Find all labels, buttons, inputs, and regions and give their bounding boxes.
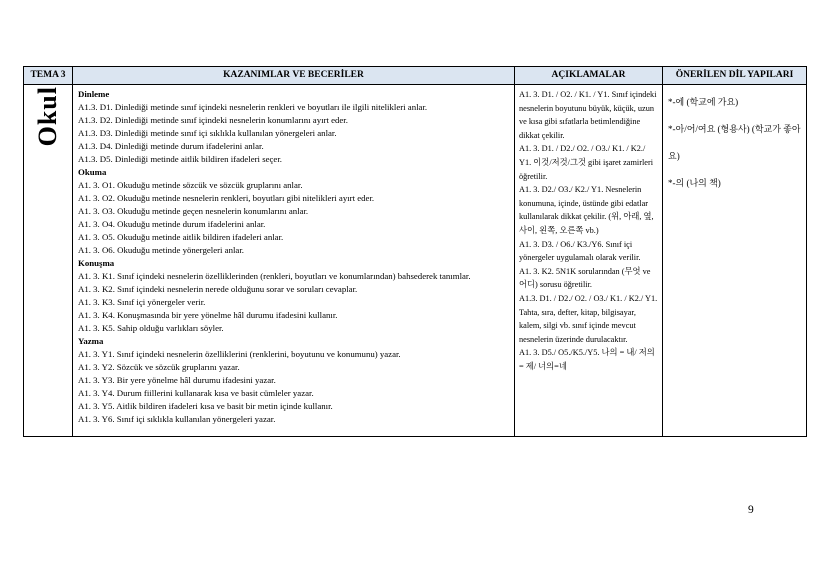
kazanim-line: A1. 3. K2. Sınıf içindeki nesnelerin nerede olduğunu sorar ve soruları cevaplar. — [78, 284, 358, 294]
table-header-row — [24, 67, 807, 85]
theme-label: Okul — [33, 86, 62, 147]
kazanim-line: A1.3. D3. Dinlediği metinde sınıf içi sıklıkla kullanılan yönergeleri anlar. — [78, 128, 337, 138]
kazanim-line: A1.3. D4. Dinlediği metinde durum ifadelerini anlar. — [78, 141, 264, 151]
aciklama-paragraph: A1.3. D1. / D2./ O2. / O3./ K1. / K2./ Y1. Tahta, sıra, defter, kitap, bilgisayar, kalem, silgi vb. sınıf içinde mevcut nesnelerin üzerinde durulacaktır. — [519, 293, 658, 344]
aciklamalar-cell — [515, 85, 663, 437]
kazanim-line: A1. 3. K3. Sınıf içi yönergeler verir. — [78, 297, 206, 307]
kazanimlar-cell — [73, 85, 515, 437]
aciklama-paragraph: A1. 3. D1. / D2./ O2. / O3./ K1. / K2./ Y1. 이것/저것/그것 gibi işaret zamirleri öğretilir. — [519, 144, 654, 181]
kazanim-line: Okuma — [78, 167, 107, 177]
kazanim-line: A1. 3. Y3. Bir yere yönelme hâl durumu ifadesini yazar. — [78, 375, 276, 385]
curriculum-table — [23, 66, 807, 437]
kazanim-line: A1. 3. K5. Sahip olduğu varlıkları söyler. — [78, 323, 224, 333]
kazanim-line: A1. 3. K1. Sınıf içindeki nesnelerin özelliklerinden (renkleri, boyutları ve konumlarından) bahsederek tanımlar. — [78, 271, 471, 281]
theme-cell — [24, 85, 73, 437]
kazanim-line: A1. 3. O6. Okuduğu metinde yönergeleri anlar. — [78, 245, 244, 255]
kazanim-line: A1.3. D2. Dinlediği metinde sınıf içindeki nesnelerin konumlarını ayırt eder. — [78, 115, 348, 125]
kazanim-line: A1.3. D5. Dinlediği metinde aitlik bildiren ifadeleri seçer. — [78, 154, 282, 164]
dil-yapisi-line: *-의 (나의 책) — [668, 178, 721, 188]
dil-yapilari-cell — [663, 85, 807, 437]
kazanim-line: A1. 3. O2. Okuduğu metinde nesnelerin renkleri, boyutları gibi nitelikleri ayırt eder. — [78, 193, 375, 203]
dil-yapisi-line: *-아/어/여요 (형용사) (학교가 좋아요) — [668, 124, 801, 161]
aciklama-paragraph: A1. 3. D3. / O6./ K3./Y6. Sınıf içi yönergeler uygulamalı olarak verilir. — [519, 239, 641, 263]
aciklama-paragraph: A1. 3. D2./ O3./ K2./ Y1. Nesnelerin konumuna, içinde, üstünde gibi edatlar kullanılarak dikkat çekilir. (위, 아래, 옆, 사이, 왼쪽, 오른쪽 vb.) — [519, 185, 654, 235]
page-number: 9 — [748, 504, 754, 516]
kazanim-line: A1. 3. Y2. Sözcük ve sözcük gruplarını yazar. — [78, 362, 240, 372]
header-aciklamalar: AÇIKLAMALAR — [515, 67, 663, 85]
kazanim-line: A1. 3. Y6. Sınıf içi sıklıkla kullanılan yönergeleri yazar. — [78, 414, 276, 424]
header-kazanimlar: KAZANIMLAR VE BECERİLER — [73, 67, 515, 85]
kazanim-line: Yazma — [78, 336, 104, 346]
kazanim-line: A1. 3. Y4. Durum fiillerini kullanarak kısa ve basit cümleler yazar. — [78, 388, 314, 398]
kazanim-line: A1. 3. O1. Okuduğu metinde sözcük ve sözcük gruplarını anlar. — [78, 180, 303, 190]
kazanim-line: A1. 3. O4. Okuduğu metinde durum ifadelerini anlar. — [78, 219, 266, 229]
aciklama-paragraph: A1. 3. D5./ O5./K5./Y5. 나의 = 내/ 저의 = 제/ 너의=네 — [519, 348, 655, 371]
kazanim-line: A1. 3. Y5. Aitlik bildiren ifadeleri kısa ve basit bir metin içinde kullanır. — [78, 401, 333, 411]
kazanim-line: Konuşma — [78, 258, 115, 268]
dil-yapisi-line: *-에 (학교에 가요) — [668, 97, 739, 107]
kazanim-line: A1. 3. O5. Okuduğu metinde aitlik bildiren ifadeleri anlar. — [78, 232, 284, 242]
kazanim-line: Dinleme — [78, 89, 110, 99]
header-tema: TEMA 3 — [24, 67, 73, 85]
aciklama-paragraph: A1. 3. K2. 5N1K sorularından (무엇 ve 어디) sorusu öğretilir. — [519, 266, 651, 290]
kazanim-line: A1. 3. O3. Okuduğu metinde geçen nesnelerin konumlarını anlar. — [78, 206, 309, 216]
kazanim-line: A1. 3. Y1. Sınıf içindeki nesnelerin özelliklerini (renklerini, boyutunu ve konumunu) yazar. — [78, 349, 401, 359]
kazanim-line: A1. 3. K4. Konuşmasında bir yere yönelme hâl durumu ifadesini kullanır. — [78, 310, 338, 320]
header-dil-yapilari: ÖNERİLEN DİL YAPILARI — [663, 67, 807, 85]
table-body-row — [24, 85, 807, 437]
kazanim-line: A1.3. D1. Dinlediği metinde sınıf içindeki nesnelerin renkleri ve boyutları ile ilgili nitelikleri anlar. — [78, 102, 428, 112]
aciklama-paragraph: A1. 3. D1. / O2. / K1. / Y1. Sınıf içindeki nesnelerin boyutunu büyük, küçük, uzun ve kısa gibi sıfatlarla betimlendiğine dikkat çekilir. — [519, 90, 657, 140]
